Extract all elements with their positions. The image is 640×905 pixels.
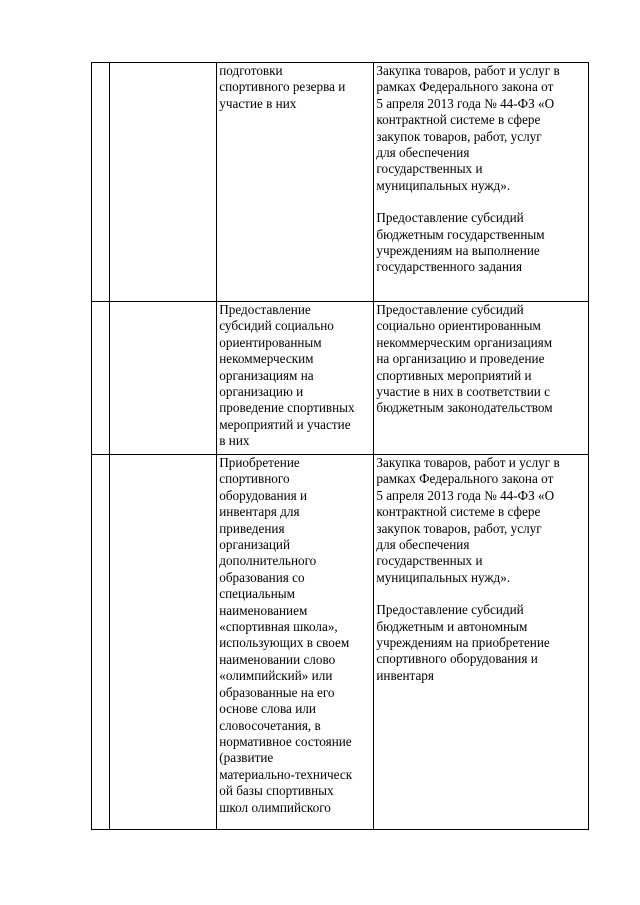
mechanism-cell <box>374 302 589 455</box>
mechanism-paragraph: Предоставление субсидий бюджетным государственным учреждениям на выполнение государственного задания <box>376 210 545 275</box>
row-number-cell <box>92 63 110 302</box>
row-name-cell <box>110 455 217 830</box>
measure-text: Предоставление субсидий социально ориентированным некоммерческим организациям на организацию и проведение спортивных мероприятий и участие в них <box>219 302 355 449</box>
measure-text: Приобретение спортивного оборудования и инвентаря для приведения организаций дополнительного образования со специальным наименованием «спортивная школа», использующих в своем наименовании слово «олимпийский» или образованные на его основе слова или словосочетания, в нормативное состояние (развитие материально-техническ ой базы спортивных школ олимпийского <box>219 455 353 815</box>
row-number-cell <box>92 302 110 455</box>
table-row <box>92 455 589 830</box>
mechanism-cell <box>374 63 589 302</box>
measure-cell <box>217 455 374 830</box>
continuation-table <box>91 62 589 830</box>
mechanism-paragraph: Закупка товаров, работ и услуг в рамках Федерального закона от 5 апреля 2013 года № 44-ФЗ «О контрактной системе в сфере закупок товаров, работ, услуг для обеспечения государственных и муниципальных нужд». <box>376 455 560 585</box>
mechanism-paragraph: Закупка товаров, работ и услуг в рамках Федерального закона от 5 апреля 2013 года № 44-ФЗ «О контрактной системе в сфере закупок товаров, работ, услуг для обеспечения государственных и муниципальных нужд». <box>376 63 560 193</box>
mechanism-paragraph: Предоставление субсидий бюджетным и автономным учреждениям на приобретение спортивного оборудования и инвентаря <box>376 602 550 683</box>
measure-text: подготовки спортивного резерва и участие в них <box>219 63 346 111</box>
table-row <box>92 63 589 302</box>
mechanism-paragraph: Предоставление субсидий социально ориентированным некоммерческим организациям на организацию и проведение спортивных мероприятий и участие в них в соответствии с бюджетным законодательством <box>376 302 553 416</box>
row-name-cell <box>110 302 217 455</box>
mechanism-cell <box>374 455 589 830</box>
row-number-cell <box>92 455 110 830</box>
measure-cell <box>217 63 374 302</box>
row-name-cell <box>110 63 217 302</box>
measure-cell <box>217 302 374 455</box>
table-row <box>92 302 589 455</box>
